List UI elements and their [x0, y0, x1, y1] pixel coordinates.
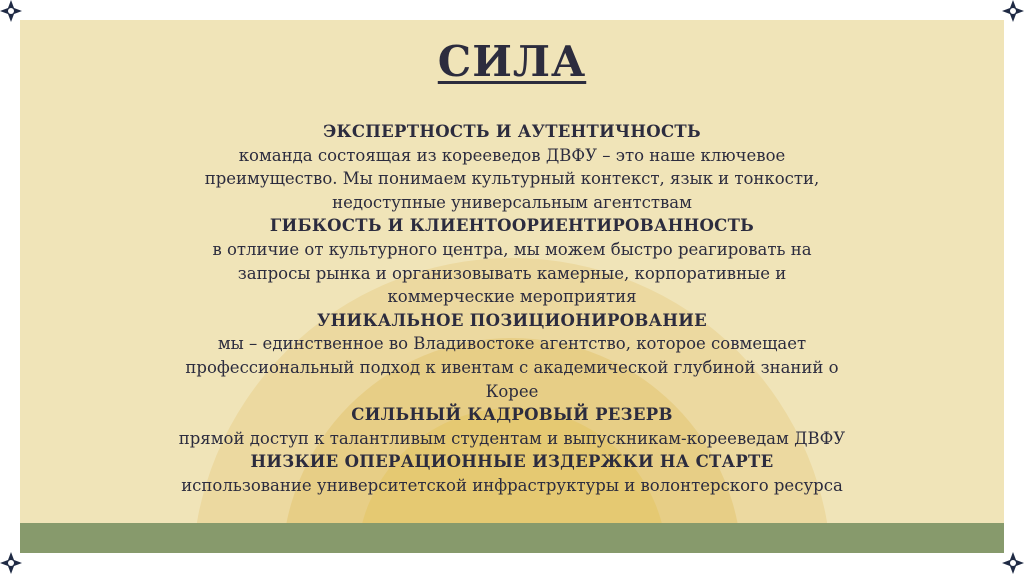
section-flexibility	[140, 214, 884, 308]
bottom-band	[20, 523, 1004, 553]
section-heading: СИЛЬНЫЙ КАДРОВЫЙ РЕЗЕРВ	[351, 405, 673, 425]
section-positioning	[140, 309, 884, 403]
section-line: мы – единственное во Владивостоке агентство, которое совмещает	[217, 334, 807, 354]
section-heading: УНИКАЛЬНОЕ ПОЗИЦИОНИРОВАНИЕ	[316, 310, 708, 330]
section-low-costs	[140, 450, 884, 497]
section-line: запросы рынка и организовывать камерные, корпоративные и	[237, 263, 787, 283]
section-line: в отличие от культурного центра, мы можем быстро реагировать на	[212, 239, 812, 259]
section-heading: ГИБКОСТЬ И КЛИЕНТООРИЕНТИРОВАННОСТЬ	[269, 216, 755, 236]
corner-ornament-top-left-icon	[0, 0, 22, 22]
section-line: прямой доступ к талантливым студентам и выпускникам-корееведам ДВФУ	[178, 428, 846, 448]
section-line: команда состоящая из корееведов ДВФУ – это наше ключевое	[238, 145, 786, 165]
corner-ornament-bottom-right-icon	[1002, 552, 1024, 574]
slide-title: СИЛА	[437, 37, 587, 86]
section-line: преимущество. Мы понимаем культурный контекст, язык и тонкости,	[204, 169, 820, 189]
section-line: коммерческие мероприятия	[387, 287, 637, 307]
section-heading: НИЗКИЕ ОПЕРАЦИОННЫЕ ИЗДЕРЖКИ НА СТАРТЕ	[250, 452, 774, 472]
section-line: профессиональный подход к ивентам с академической глубиной знаний о	[185, 357, 839, 377]
section-line: Корее	[485, 381, 539, 401]
section-heading: ЭКСПЕРТНОСТЬ И АУТЕНТИЧНОСТЬ	[323, 122, 701, 141]
corner-ornament-bottom-left-icon	[0, 552, 22, 574]
section-line: использование университетской инфраструктуры и волонтерского ресурса	[181, 475, 843, 495]
slide-content	[140, 120, 884, 498]
section-expertise	[140, 120, 884, 214]
corner-ornament-top-right-icon	[1002, 0, 1024, 22]
section-talent-pool	[140, 403, 884, 450]
section-line: недоступные универсальным агентствам	[332, 192, 692, 212]
